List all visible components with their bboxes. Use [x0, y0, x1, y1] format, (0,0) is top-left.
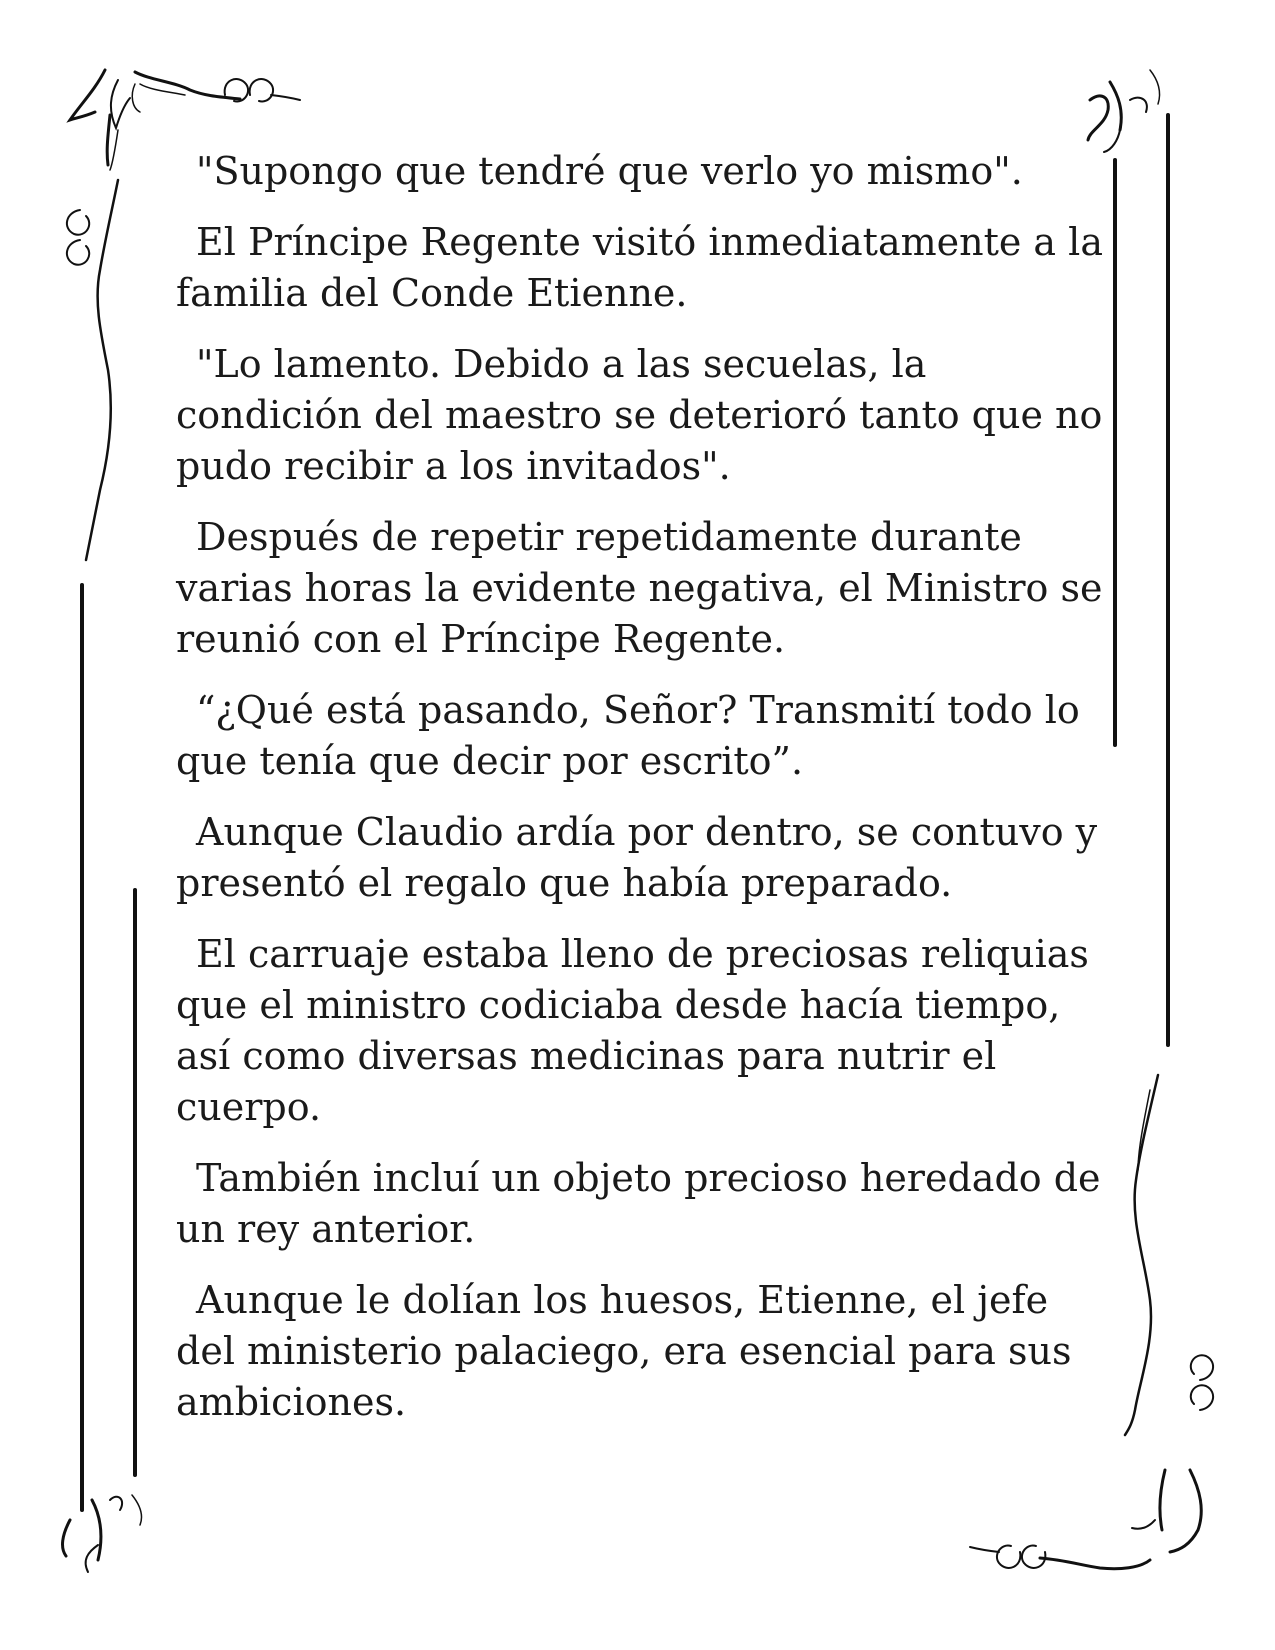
paragraph-6: Aunque Claudio ardía por dentro, se contuvo y presentó el regalo que había preparado.	[176, 810, 1098, 905]
paragraph-3: "Lo lamento. Debido a las secuelas, la condición del maestro se deterioró tanto que no pudo recibir a los invitados".	[176, 342, 1103, 488]
paragraph-8: También incluí un objeto precioso heredado de un rey anterior.	[176, 1156, 1101, 1251]
paragraph-1: "Supongo que tendré que verlo yo mismo".	[196, 149, 1023, 193]
paragraph-5: “¿Qué está pasando, Señor? Transmití todo lo que tenía que decir por escrito”.	[176, 688, 1080, 783]
paragraph-4: Después de repetir repetidamente durante varias horas la evidente negativa, el Ministro se reunió con el Príncipe Regente.	[176, 515, 1103, 661]
flourish-top-right-icon	[1088, 70, 1160, 152]
paragraph-9: Aunque le dolían los huesos, Etienne, el jefe del ministerio palaciego, era esencial para sus ambiciones.	[176, 1278, 1072, 1424]
paragraph-2: El Príncipe Regente visitó inmediatamente a la familia del Conde Etienne.	[176, 220, 1103, 315]
story-text	[176, 146, 1106, 1448]
flourish-bottom-left-icon	[63, 1495, 142, 1572]
paragraph-7: El carruaje estaba lleno de preciosas reliquias que el ministro codiciaba desde hacía tiempo, así como diversas medicinas para nutrir el cuerpo.	[176, 932, 1089, 1129]
